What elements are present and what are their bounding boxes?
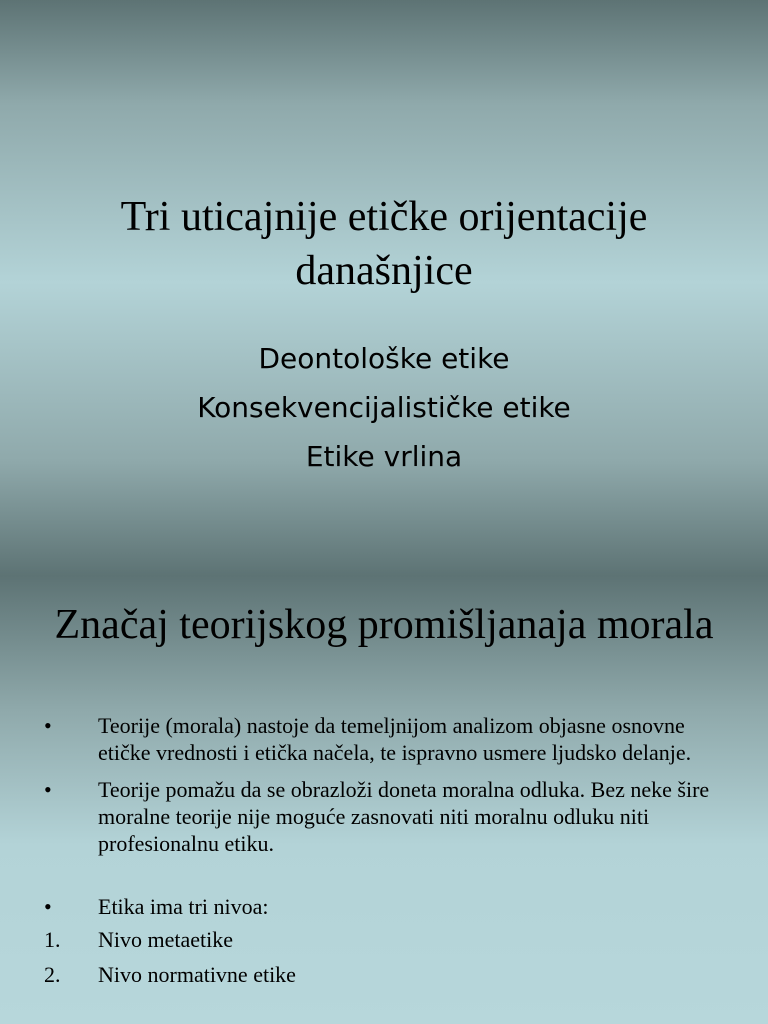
- list-item: [0, 893, 768, 920]
- bullet-icon: •: [44, 894, 52, 919]
- subtitle-consequentialist: Konsekvencijalističke etike: [197, 391, 571, 424]
- item-number: 2.: [44, 962, 61, 987]
- bullet-text: Teorije (morala) nastoje da temeljnijom analizom objasne osnovne etičke vrednosti i etička načela, te ispravno usmere ljudsko delanje.: [98, 713, 692, 765]
- slide-1-subtitles: [40, 334, 728, 481]
- subtitle-deontological: Deontološke etike: [258, 342, 510, 375]
- slide-2-title: Značaj teorijskog promišljanaja morala: [54, 602, 714, 648]
- numbered-text: Nivo metaetike: [98, 927, 234, 952]
- list-item: [0, 776, 768, 857]
- slide-2-content: [0, 712, 768, 988]
- numbered-text: Nivo normativne etike: [98, 962, 296, 987]
- slide-1-title: Tri uticajnije etičke orijentacije današnjice: [120, 194, 648, 294]
- numbered-item: [0, 961, 768, 988]
- bullet-text: Teorije pomažu da se obrazloži doneta moralna odluka. Bez neke šire moralne teorije nije moguće zasnovati niti moralnu odluku niti profesionalnu etiku.: [98, 777, 710, 856]
- slide-2: [0, 576, 768, 1024]
- bullet-text: Etika ima tri nivoa:: [98, 894, 269, 919]
- numbered-item: [0, 926, 768, 953]
- bullet-icon: •: [44, 713, 52, 738]
- subtitle-virtue: Etike vrlina: [305, 440, 463, 473]
- list-item: [0, 712, 768, 766]
- bullet-icon: •: [44, 777, 52, 802]
- item-number: 1.: [44, 927, 61, 952]
